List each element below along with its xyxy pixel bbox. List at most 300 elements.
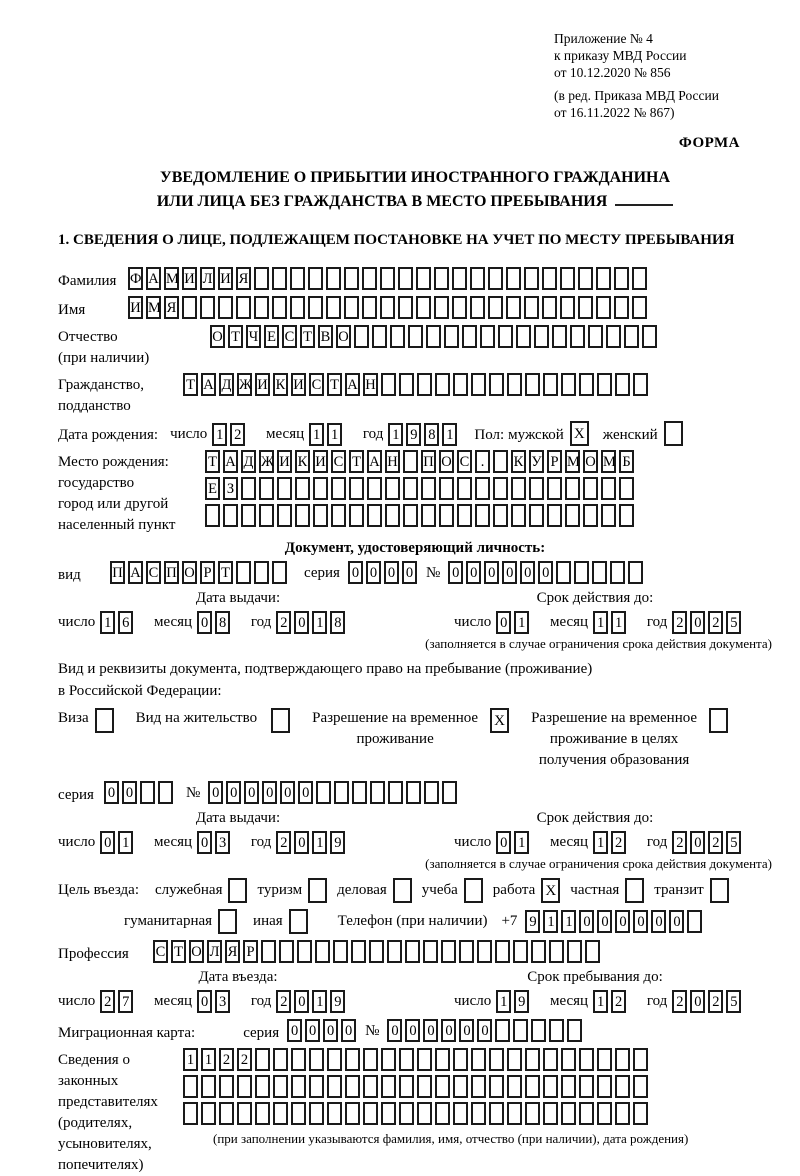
char-box[interactable]	[567, 1019, 582, 1042]
char-box[interactable]	[471, 1102, 486, 1125]
char-box[interactable]	[596, 296, 611, 319]
char-box[interactable]	[326, 267, 341, 290]
char-box[interactable]	[560, 296, 575, 319]
char-box[interactable]: К	[295, 450, 310, 473]
char-box[interactable]	[351, 940, 366, 963]
char-box[interactable]: 1	[312, 990, 327, 1013]
char-box[interactable]: А	[201, 373, 216, 396]
char-box[interactable]	[493, 477, 508, 500]
char-box[interactable]	[405, 940, 420, 963]
char-box[interactable]	[471, 373, 486, 396]
char-box[interactable]: 0	[294, 611, 309, 634]
char-box[interactable]: Р	[547, 450, 562, 473]
purpose-transit-checkbox[interactable]	[710, 878, 729, 903]
char-box[interactable]: 0	[402, 561, 417, 584]
char-box[interactable]: М	[164, 267, 179, 290]
char-box[interactable]	[578, 267, 593, 290]
char-box[interactable]: 0	[484, 561, 499, 584]
char-box[interactable]	[417, 1102, 432, 1125]
char-box[interactable]: П	[164, 561, 179, 584]
char-box[interactable]	[241, 477, 256, 500]
char-box[interactable]	[459, 940, 474, 963]
char-box[interactable]	[344, 267, 359, 290]
char-box[interactable]	[452, 296, 467, 319]
char-box[interactable]	[399, 1102, 414, 1125]
char-box[interactable]	[495, 940, 510, 963]
char-box[interactable]	[597, 1102, 612, 1125]
char-box[interactable]: Е	[205, 477, 220, 500]
char-box[interactable]: 0	[669, 910, 684, 933]
char-box[interactable]	[435, 373, 450, 396]
char-box[interactable]	[632, 296, 647, 319]
char-box[interactable]	[513, 940, 528, 963]
char-box[interactable]	[416, 296, 431, 319]
char-box[interactable]	[579, 1075, 594, 1098]
char-box[interactable]	[549, 940, 564, 963]
char-box[interactable]	[290, 267, 305, 290]
char-box[interactable]	[489, 1102, 504, 1125]
char-box[interactable]	[315, 940, 330, 963]
char-box[interactable]	[403, 504, 418, 527]
char-box[interactable]	[327, 1048, 342, 1071]
char-box[interactable]	[462, 325, 477, 348]
char-box[interactable]	[511, 477, 526, 500]
char-box[interactable]: 0	[244, 781, 259, 804]
char-box[interactable]	[529, 477, 544, 500]
char-box[interactable]	[547, 504, 562, 527]
char-box[interactable]: Ж	[259, 450, 274, 473]
char-box[interactable]	[272, 561, 287, 584]
char-box[interactable]	[223, 504, 238, 527]
char-box[interactable]: Л	[207, 940, 222, 963]
purpose-tourism-checkbox[interactable]	[308, 878, 327, 903]
char-box[interactable]	[542, 267, 557, 290]
char-box[interactable]	[435, 1102, 450, 1125]
char-box[interactable]: 5	[726, 831, 741, 854]
char-box[interactable]	[237, 1075, 252, 1098]
char-box[interactable]: 0	[294, 990, 309, 1013]
purpose-business-checkbox[interactable]	[393, 878, 412, 903]
char-box[interactable]: 0	[466, 561, 481, 584]
char-box[interactable]: К	[511, 450, 526, 473]
purpose-official-checkbox[interactable]	[228, 878, 247, 903]
char-box[interactable]	[507, 1075, 522, 1098]
char-box[interactable]: 0	[502, 561, 517, 584]
char-box[interactable]: 1	[543, 910, 558, 933]
char-box[interactable]: 0	[197, 611, 212, 634]
char-box[interactable]	[606, 325, 621, 348]
char-box[interactable]	[615, 373, 630, 396]
char-box[interactable]	[624, 325, 639, 348]
char-box[interactable]	[488, 267, 503, 290]
char-box[interactable]: 0	[690, 990, 705, 1013]
char-box[interactable]: Р	[200, 561, 215, 584]
char-box[interactable]	[381, 1048, 396, 1071]
char-box[interactable]	[200, 296, 215, 319]
char-box[interactable]	[439, 477, 454, 500]
char-box[interactable]: 0	[298, 781, 313, 804]
char-box[interactable]	[273, 1102, 288, 1125]
char-box[interactable]	[633, 1102, 648, 1125]
char-box[interactable]: 0	[423, 1019, 438, 1042]
char-box[interactable]: Я	[236, 267, 251, 290]
char-box[interactable]	[398, 296, 413, 319]
char-box[interactable]	[370, 781, 385, 804]
char-box[interactable]: 3	[215, 990, 230, 1013]
char-box[interactable]: 0	[633, 910, 648, 933]
char-box[interactable]: 1	[309, 423, 324, 446]
char-box[interactable]: А	[223, 450, 238, 473]
char-box[interactable]	[421, 477, 436, 500]
char-box[interactable]	[309, 1102, 324, 1125]
char-box[interactable]	[493, 450, 508, 473]
char-box[interactable]	[277, 504, 292, 527]
char-box[interactable]: 0	[348, 561, 363, 584]
char-box[interactable]: 1	[118, 831, 133, 854]
char-box[interactable]	[561, 1075, 576, 1098]
char-box[interactable]	[277, 477, 292, 500]
char-box[interactable]	[362, 267, 377, 290]
char-box[interactable]: 2	[100, 990, 115, 1013]
char-box[interactable]	[344, 296, 359, 319]
char-box[interactable]	[362, 296, 377, 319]
char-box[interactable]	[309, 1075, 324, 1098]
char-box[interactable]: И	[277, 450, 292, 473]
char-box[interactable]: 1	[593, 990, 608, 1013]
char-box[interactable]	[579, 1102, 594, 1125]
char-box[interactable]: 5	[726, 611, 741, 634]
char-box[interactable]	[326, 296, 341, 319]
char-box[interactable]	[363, 1075, 378, 1098]
char-box[interactable]	[279, 940, 294, 963]
char-box[interactable]	[367, 477, 382, 500]
char-box[interactable]	[399, 1075, 414, 1098]
char-box[interactable]	[201, 1075, 216, 1098]
char-box[interactable]	[273, 1048, 288, 1071]
char-box[interactable]	[453, 1048, 468, 1071]
char-box[interactable]: 0	[323, 1019, 338, 1042]
char-box[interactable]: 0	[294, 831, 309, 854]
char-box[interactable]	[387, 940, 402, 963]
char-box[interactable]	[381, 1102, 396, 1125]
char-box[interactable]: 9	[525, 910, 540, 933]
char-box[interactable]: 2	[672, 831, 687, 854]
char-box[interactable]: А	[345, 373, 360, 396]
char-box[interactable]	[421, 504, 436, 527]
char-box[interactable]	[565, 477, 580, 500]
char-box[interactable]: 0	[122, 781, 137, 804]
char-box[interactable]	[363, 1102, 378, 1125]
char-box[interactable]	[403, 450, 418, 473]
char-box[interactable]	[406, 781, 421, 804]
char-box[interactable]	[561, 1048, 576, 1071]
char-box[interactable]	[218, 296, 233, 319]
char-box[interactable]	[543, 1048, 558, 1071]
char-box[interactable]	[291, 1048, 306, 1071]
char-box[interactable]	[403, 477, 418, 500]
char-box[interactable]	[308, 296, 323, 319]
char-box[interactable]: С	[309, 373, 324, 396]
char-box[interactable]	[424, 781, 439, 804]
char-box[interactable]	[570, 325, 585, 348]
char-box[interactable]: 0	[690, 831, 705, 854]
char-box[interactable]	[601, 504, 616, 527]
char-box[interactable]	[295, 504, 310, 527]
char-box[interactable]	[561, 373, 576, 396]
char-box[interactable]: 0	[305, 1019, 320, 1042]
char-box[interactable]	[542, 296, 557, 319]
char-box[interactable]: М	[601, 450, 616, 473]
char-box[interactable]	[345, 1048, 360, 1071]
char-box[interactable]	[331, 504, 346, 527]
char-box[interactable]	[488, 296, 503, 319]
char-box[interactable]	[556, 561, 571, 584]
char-box[interactable]: И	[291, 373, 306, 396]
char-box[interactable]: 1	[100, 611, 115, 634]
char-box[interactable]: 2	[672, 611, 687, 634]
char-box[interactable]: 0	[615, 910, 630, 933]
char-box[interactable]	[475, 477, 490, 500]
char-box[interactable]	[390, 325, 405, 348]
char-box[interactable]: О	[583, 450, 598, 473]
char-box[interactable]: 2	[276, 611, 291, 634]
char-box[interactable]	[470, 296, 485, 319]
char-box[interactable]	[254, 561, 269, 584]
char-box[interactable]: Я	[225, 940, 240, 963]
char-box[interactable]	[408, 325, 423, 348]
char-box[interactable]	[628, 561, 643, 584]
char-box[interactable]	[327, 1102, 342, 1125]
purpose-work-checkbox[interactable]: X	[541, 878, 560, 903]
char-box[interactable]	[560, 267, 575, 290]
char-box[interactable]	[529, 504, 544, 527]
char-box[interactable]	[578, 296, 593, 319]
char-box[interactable]	[236, 561, 251, 584]
char-box[interactable]: М	[565, 450, 580, 473]
char-box[interactable]	[399, 1048, 414, 1071]
char-box[interactable]: 1	[561, 910, 576, 933]
char-box[interactable]	[423, 940, 438, 963]
char-box[interactable]: 0	[387, 1019, 402, 1042]
char-box[interactable]	[480, 325, 495, 348]
char-box[interactable]: 9	[514, 990, 529, 1013]
char-box[interactable]	[309, 1048, 324, 1071]
char-box[interactable]	[349, 504, 364, 527]
char-box[interactable]	[489, 1075, 504, 1098]
char-box[interactable]	[579, 1048, 594, 1071]
char-box[interactable]: 1	[442, 423, 457, 446]
char-box[interactable]	[597, 373, 612, 396]
char-box[interactable]: 0	[104, 781, 119, 804]
char-box[interactable]: 0	[280, 781, 295, 804]
char-box[interactable]	[426, 325, 441, 348]
char-box[interactable]	[506, 296, 521, 319]
char-box[interactable]: О	[210, 325, 225, 348]
char-box[interactable]	[442, 781, 457, 804]
char-box[interactable]	[588, 325, 603, 348]
char-box[interactable]: 8	[424, 423, 439, 446]
char-box[interactable]	[516, 325, 531, 348]
char-box[interactable]	[507, 1048, 522, 1071]
char-box[interactable]: 0	[448, 561, 463, 584]
char-box[interactable]: Т	[183, 373, 198, 396]
char-box[interactable]	[642, 325, 657, 348]
char-box[interactable]	[381, 373, 396, 396]
char-box[interactable]: 8	[330, 611, 345, 634]
char-box[interactable]: И	[313, 450, 328, 473]
char-box[interactable]: М	[146, 296, 161, 319]
char-box[interactable]	[434, 267, 449, 290]
char-box[interactable]	[579, 373, 594, 396]
char-box[interactable]	[614, 296, 629, 319]
char-box[interactable]	[453, 1075, 468, 1098]
char-box[interactable]	[367, 504, 382, 527]
char-box[interactable]: 7	[118, 990, 133, 1013]
char-box[interactable]	[349, 477, 364, 500]
char-box[interactable]: 6	[118, 611, 133, 634]
char-box[interactable]: П	[110, 561, 125, 584]
char-box[interactable]: А	[146, 267, 161, 290]
sex-male-checkbox[interactable]: X	[570, 421, 589, 446]
char-box[interactable]	[313, 504, 328, 527]
char-box[interactable]: 1	[514, 831, 529, 854]
char-box[interactable]	[601, 477, 616, 500]
char-box[interactable]	[435, 1048, 450, 1071]
char-box[interactable]	[259, 504, 274, 527]
char-box[interactable]: 1	[212, 423, 227, 446]
char-box[interactable]	[489, 373, 504, 396]
char-box[interactable]	[457, 504, 472, 527]
char-box[interactable]	[291, 1102, 306, 1125]
char-box[interactable]: Н	[363, 373, 378, 396]
char-box[interactable]: 1	[514, 611, 529, 634]
char-box[interactable]	[531, 1019, 546, 1042]
char-box[interactable]: 0	[100, 831, 115, 854]
char-box[interactable]	[585, 940, 600, 963]
char-box[interactable]	[597, 1048, 612, 1071]
char-box[interactable]	[291, 1075, 306, 1098]
char-box[interactable]	[182, 296, 197, 319]
char-box[interactable]: 1	[611, 611, 626, 634]
char-box[interactable]	[506, 267, 521, 290]
char-box[interactable]: Т	[228, 325, 243, 348]
char-box[interactable]: 2	[276, 990, 291, 1013]
temp-residence-education-checkbox[interactable]	[709, 708, 728, 733]
char-box[interactable]: 0	[226, 781, 241, 804]
char-box[interactable]: 0	[441, 1019, 456, 1042]
char-box[interactable]	[290, 296, 305, 319]
char-box[interactable]	[687, 910, 702, 933]
char-box[interactable]: 9	[330, 990, 345, 1013]
char-box[interactable]: 1	[388, 423, 403, 446]
char-box[interactable]: 2	[708, 831, 723, 854]
purpose-other-checkbox[interactable]	[289, 909, 308, 934]
char-box[interactable]	[495, 1019, 510, 1042]
char-box[interactable]: Р	[243, 940, 258, 963]
char-box[interactable]	[435, 1075, 450, 1098]
char-box[interactable]: 0	[405, 1019, 420, 1042]
char-box[interactable]	[273, 1075, 288, 1098]
char-box[interactable]: 2	[708, 990, 723, 1013]
char-box[interactable]	[416, 267, 431, 290]
char-box[interactable]	[259, 477, 274, 500]
char-box[interactable]	[381, 1075, 396, 1098]
char-box[interactable]: 0	[366, 561, 381, 584]
char-box[interactable]: 2	[611, 990, 626, 1013]
char-box[interactable]	[308, 267, 323, 290]
char-box[interactable]	[633, 1048, 648, 1071]
char-box[interactable]	[471, 1075, 486, 1098]
char-box[interactable]: Я	[164, 296, 179, 319]
char-box[interactable]	[295, 477, 310, 500]
char-box[interactable]	[183, 1075, 198, 1098]
char-box[interactable]	[297, 940, 312, 963]
char-box[interactable]: 0	[477, 1019, 492, 1042]
char-box[interactable]: 2	[230, 423, 245, 446]
char-box[interactable]: О	[439, 450, 454, 473]
char-box[interactable]	[369, 940, 384, 963]
char-box[interactable]	[334, 781, 349, 804]
char-box[interactable]	[183, 1102, 198, 1125]
char-box[interactable]	[531, 940, 546, 963]
char-box[interactable]: 0	[341, 1019, 356, 1042]
char-box[interactable]: 2	[708, 611, 723, 634]
purpose-humanitarian-checkbox[interactable]	[218, 909, 237, 934]
char-box[interactable]: 9	[406, 423, 421, 446]
char-box[interactable]: Е	[264, 325, 279, 348]
char-box[interactable]	[583, 504, 598, 527]
char-box[interactable]	[525, 1075, 540, 1098]
char-box[interactable]	[331, 477, 346, 500]
char-box[interactable]	[549, 1019, 564, 1042]
char-box[interactable]	[543, 1102, 558, 1125]
char-box[interactable]: 0	[208, 781, 223, 804]
char-box[interactable]: С	[146, 561, 161, 584]
char-box[interactable]	[345, 1102, 360, 1125]
char-box[interactable]	[372, 325, 387, 348]
char-box[interactable]: Т	[205, 450, 220, 473]
char-box[interactable]	[615, 1102, 630, 1125]
char-box[interactable]: 1	[593, 611, 608, 634]
char-box[interactable]: 1	[496, 990, 511, 1013]
temp-residence-checkbox[interactable]: X	[490, 708, 509, 733]
char-box[interactable]: И	[218, 267, 233, 290]
char-box[interactable]	[255, 1048, 270, 1071]
residence-permit-checkbox[interactable]	[271, 708, 290, 733]
char-box[interactable]: В	[318, 325, 333, 348]
char-box[interactable]: 0	[496, 831, 511, 854]
char-box[interactable]: 0	[520, 561, 535, 584]
char-box[interactable]	[345, 1075, 360, 1098]
char-box[interactable]	[272, 296, 287, 319]
char-box[interactable]	[219, 1075, 234, 1098]
char-box[interactable]	[237, 1102, 252, 1125]
char-box[interactable]	[525, 373, 540, 396]
char-box[interactable]: И	[255, 373, 270, 396]
char-box[interactable]	[417, 373, 432, 396]
char-box[interactable]	[565, 504, 580, 527]
char-box[interactable]	[272, 267, 287, 290]
char-box[interactable]	[615, 1048, 630, 1071]
char-box[interactable]	[453, 373, 468, 396]
purpose-study-checkbox[interactable]	[464, 878, 483, 903]
char-box[interactable]: К	[273, 373, 288, 396]
char-box[interactable]: О	[182, 561, 197, 584]
char-box[interactable]	[513, 1019, 528, 1042]
char-box[interactable]	[441, 940, 456, 963]
char-box[interactable]	[457, 477, 472, 500]
char-box[interactable]	[354, 325, 369, 348]
